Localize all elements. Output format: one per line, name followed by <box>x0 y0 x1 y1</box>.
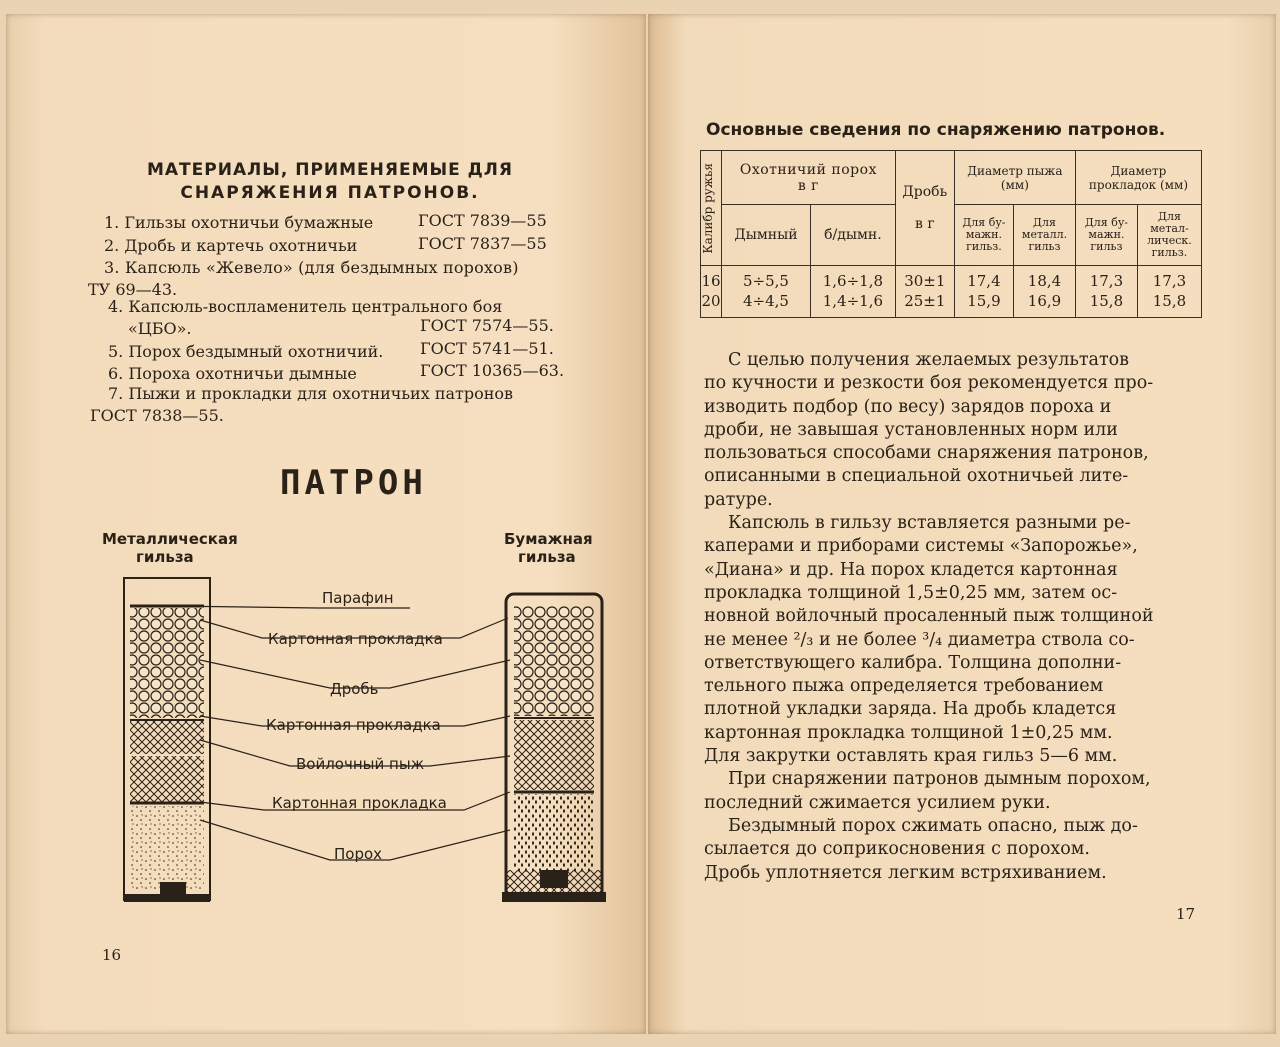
list-item-cont: ТУ 69—43. <box>88 280 178 299</box>
part-label: Картонная прокладка <box>268 630 443 648</box>
page-number-left: 16 <box>102 946 122 964</box>
text-line: по кучности и резкости боя рекомендуется про- <box>704 373 1154 394</box>
text-line: плотной укладки заряда. На дробь кладется <box>704 699 1117 720</box>
text-line: новной войлочный просаленный пыж толщиной <box>704 606 1154 627</box>
paper-shell <box>502 594 606 902</box>
smokeless-header: б/дымн. <box>810 205 895 265</box>
gasket-metal-header: Для метал- лическ. гильз. <box>1137 205 1201 265</box>
part-label: Картонная прокладка <box>266 716 441 734</box>
list-item: 1. Гильзы охотничьи бумажные <box>104 213 374 232</box>
body-text <box>704 349 1198 885</box>
gost-value: ГОСТ 7574—55. <box>420 316 554 335</box>
caliber-header: Калибр ружья <box>701 151 722 266</box>
text-line: С целью получения желаемых результатов <box>728 350 1130 370</box>
list-item-cont: ГОСТ 7838—55. <box>90 406 224 425</box>
part-label: Парафин <box>322 589 394 607</box>
text-line: картонная прокладка толщиной 1±0,25 мм. <box>704 722 1113 743</box>
cartridge-diagram <box>90 570 630 915</box>
wad-header: Диаметр пыжа (мм) <box>954 151 1075 205</box>
text-line: ответствующего калибра. Толщина дополни- <box>704 652 1122 673</box>
text-line: ратуре. <box>704 489 773 510</box>
list-item: 7. Пыжи и прокладки для охотничьих патронов <box>108 384 514 403</box>
smoke-header: Дымный <box>722 205 811 265</box>
list-item: 5. Порох бездымный охотничий. <box>108 342 384 361</box>
text-line: Дробь уплотняется легким встряхиванием. <box>704 862 1107 883</box>
text-line: каперами и приборами системы «Запорожье», <box>704 536 1138 557</box>
gost-value: ГОСТ 10365—63. <box>420 361 565 380</box>
shot-header: Дробь в г <box>895 151 954 266</box>
list-item: 2. Дробь и картечь охотничьи <box>104 236 358 255</box>
wad-paper-header: Для бу- мажн. гильз. <box>954 205 1013 265</box>
table-row: 16 20 5÷5,5 4÷4,5 1,6÷1,8 1,4÷1,6 30±1 25±1 17,4 15,9 18,4 16,9 17,3 15,8 17,3 15,8 <box>701 265 1202 317</box>
wad-metal-header: Для металл. гильз <box>1014 205 1076 265</box>
list-item: 3. Капсюль «Жевело» (для бездымных порохов) <box>104 258 519 277</box>
section-title: Основные сведения по снаряжению патронов. <box>706 120 1166 140</box>
figure-heading: ПАТРОН <box>280 463 427 503</box>
text-line: изводить подбор (по весу) зарядов пороха и <box>704 396 1112 417</box>
text-line: «Диана» и др. На порох кладется картонная <box>704 559 1118 580</box>
text-line: При снаряжении патронов дымным порохом, <box>728 769 1151 790</box>
paper-shell-label: Бумажная <box>504 530 593 548</box>
gost-value: ГОСТ 5741—51. <box>420 339 554 358</box>
gasket-header: Диаметр прокладок (мм) <box>1075 151 1201 205</box>
text-line: прокладка толщиной 1,5±0,25 мм, затем ос- <box>704 582 1118 603</box>
gasket-paper-header: Для бу- мажн. гильз <box>1075 205 1137 265</box>
charge-table <box>700 150 1202 318</box>
gost-value: ГОСТ 7839—55 <box>418 211 547 230</box>
paper-shell-label-2: гильза <box>518 548 576 566</box>
metal-shell-label: Металлическая <box>102 530 238 548</box>
text-line: Бездымный порох сжимать опасно, пыж до- <box>728 815 1138 836</box>
text-line: пользоваться способами снаряжения патронов, <box>704 443 1149 464</box>
gost-value: ГОСТ 7837—55 <box>418 234 547 253</box>
list-item: 4. Капсюль-воспламенитель центрального боя <box>108 297 503 316</box>
text-line: Для закрутки оставлять края гильз 5—6 мм. <box>704 746 1118 767</box>
text-line: Капсюль в гильзу вставляется разными ре- <box>728 513 1131 534</box>
metal-shell-label-2: гильза <box>136 548 194 566</box>
text-line: тельного пыжа определяется требованием <box>704 676 1104 697</box>
text-line: сылается до соприкосновения с порохом. <box>704 839 1090 860</box>
page-number-right: 17 <box>1176 905 1196 923</box>
part-label: Дробь <box>330 680 379 698</box>
list-item: 6. Пороха охотничьи дымные <box>108 364 357 383</box>
part-label: Порох <box>334 845 383 863</box>
list-item-cont: «ЦБО». <box>128 319 192 338</box>
materials-title: МАТЕРИАЛЫ, ПРИМЕНЯЕМЫЕ ДЛЯ СНАРЯЖЕНИЯ ПАТРОНОВ. <box>146 160 514 203</box>
part-label: Войлочный пыж <box>296 755 425 773</box>
text-line: дроби, не завышая установленных норм или <box>704 419 1118 440</box>
metal-shell <box>124 578 210 902</box>
powder-header: Охотничий порох в г <box>722 151 896 205</box>
part-label: Картонная прокладка <box>272 794 447 812</box>
text-line: последний сжимается усилием руки. <box>704 792 1051 813</box>
text-line: описанными в специальной охотничьей лите- <box>704 466 1129 487</box>
text-line: не менее ²/₃ и не более ³/₄ диаметра ствола со- <box>704 629 1135 650</box>
